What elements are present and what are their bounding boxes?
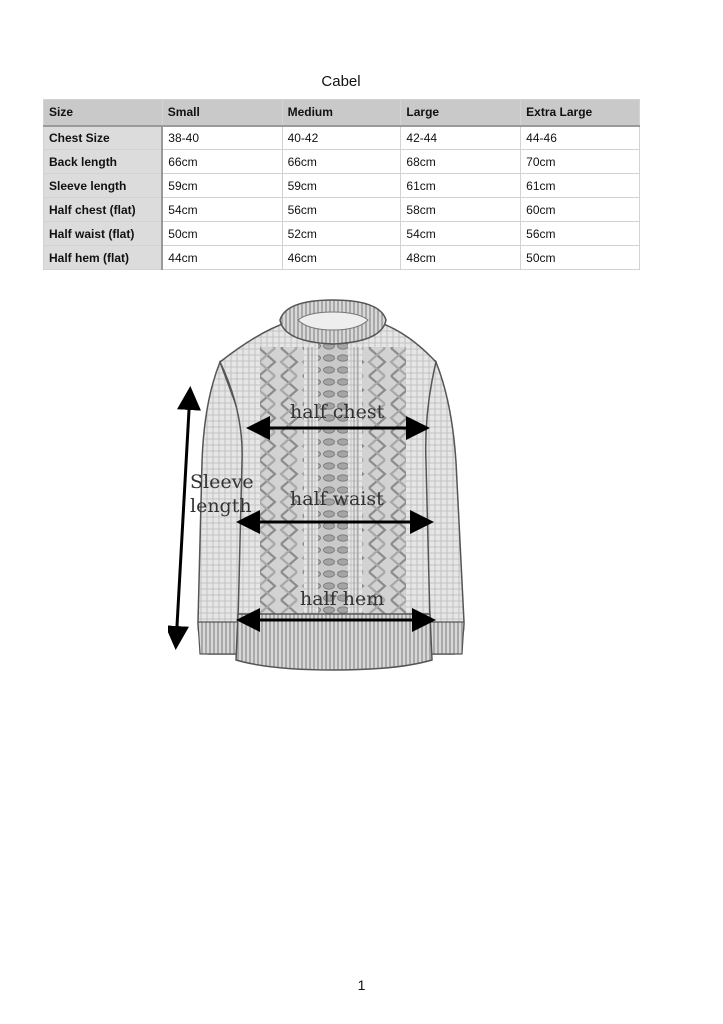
table-cell: 59cm <box>282 174 401 198</box>
table-cell: 44cm <box>162 246 282 270</box>
header-large: Large <box>401 100 521 126</box>
table-cell: 44-46 <box>521 126 640 150</box>
table-cell: 66cm <box>282 150 401 174</box>
header-medium: Medium <box>282 100 401 126</box>
sweater-measurement-diagram <box>168 292 498 677</box>
header-extra-large: Extra Large <box>521 100 640 126</box>
row-label: Back length <box>44 150 163 174</box>
row-label: Half waist (flat) <box>44 222 163 246</box>
table-row <box>44 126 640 150</box>
sleeve-length-arrow <box>176 392 190 644</box>
page-number: 1 <box>357 977 366 993</box>
half-waist-label: half waist <box>290 488 384 510</box>
row-label: Chest Size <box>44 126 163 150</box>
center-twist-panel <box>318 342 348 619</box>
table-cell: 38-40 <box>162 126 282 150</box>
table-cell: 59cm <box>162 174 282 198</box>
half-hem-label: half hem <box>300 588 385 610</box>
table-cell: 66cm <box>162 150 282 174</box>
table-cell: 70cm <box>521 150 640 174</box>
half-chest-label: half chest <box>290 401 385 423</box>
row-label: Half hem (flat) <box>44 246 163 270</box>
table-cell: 56cm <box>282 198 401 222</box>
header-small: Small <box>162 100 282 126</box>
row-label: Half chest (flat) <box>44 198 163 222</box>
table-cell: 46cm <box>282 246 401 270</box>
size-chart-table <box>43 99 640 270</box>
table-row <box>44 174 640 198</box>
sleeve-length-label-line1: Sleeve <box>190 471 254 493</box>
table-cell: 61cm <box>521 174 640 198</box>
table-cell: 61cm <box>401 174 521 198</box>
table-header-row <box>44 100 640 126</box>
row-label: Sleeve length <box>44 174 163 198</box>
cable-panel <box>260 347 304 619</box>
table-cell: 40-42 <box>282 126 401 150</box>
table-cell: 60cm <box>521 198 640 222</box>
table-cell: 58cm <box>401 198 521 222</box>
table-row <box>44 150 640 174</box>
table-cell: 52cm <box>282 222 401 246</box>
table-cell: 54cm <box>401 222 521 246</box>
cuff-left <box>198 622 242 654</box>
header-size: Size <box>44 100 163 126</box>
table-cell: 50cm <box>162 222 282 246</box>
sleeve-length-label-line2: length <box>190 495 252 517</box>
table-cell: 54cm <box>162 198 282 222</box>
table-row <box>44 222 640 246</box>
hem-band <box>236 614 432 670</box>
document-title: Cabel <box>321 73 361 90</box>
cable-panel <box>362 347 406 619</box>
table-cell: 68cm <box>401 150 521 174</box>
table-cell: 50cm <box>521 246 640 270</box>
table-row <box>44 198 640 222</box>
table-cell: 48cm <box>401 246 521 270</box>
table-cell: 42-44 <box>401 126 521 150</box>
table-row <box>44 246 640 270</box>
table-cell: 56cm <box>521 222 640 246</box>
